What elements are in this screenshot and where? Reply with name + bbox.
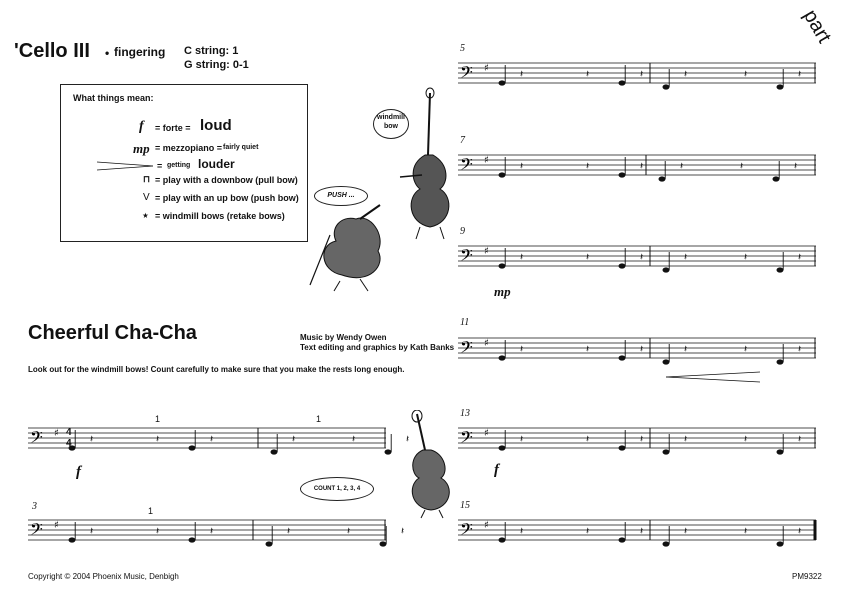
legend-text: = mezzopiano = (155, 143, 223, 153)
bass-clef-icon: 𝄢 (460, 154, 473, 178)
music-staff (458, 424, 820, 464)
fingering-number: 1 (155, 414, 161, 424)
legend-text: = (157, 161, 163, 171)
quarter-rest-icon: 𝄽 (210, 434, 214, 445)
quarter-rest-icon: 𝄽 (586, 252, 590, 263)
measure-number: 9 (460, 226, 465, 237)
c-string-fingering: C string: 1 (184, 45, 239, 57)
sharp-icon: ♯ (54, 520, 59, 531)
instructions-text: Look out for the windmill bows! Count carefully to make sure that you make the rests long enough. (28, 365, 405, 374)
quarter-rest-icon: 𝄽 (520, 161, 524, 172)
legend-emph: loud (200, 117, 232, 134)
measure-number: 15 (460, 500, 470, 511)
quarter-rest-icon: 𝄽 (640, 434, 644, 445)
quarter-rest-icon: 𝄽 (287, 526, 291, 537)
cello-character-icon (400, 88, 449, 239)
quarter-rest-icon: 𝄽 (744, 69, 748, 80)
quarter-note (499, 355, 506, 360)
quarter-rest-icon: 𝄽 (401, 526, 405, 537)
quarter-note (499, 172, 506, 177)
fingering-number: 1 (148, 506, 154, 516)
measure-number: 5 (460, 43, 465, 54)
sharp-icon: ♯ (484, 63, 489, 74)
quarter-rest-icon: 𝄽 (744, 434, 748, 445)
bass-clef-icon: 𝄢 (460, 245, 473, 269)
legend-small: getting (167, 162, 191, 169)
quarter-note (777, 449, 784, 454)
part-label: part (798, 6, 836, 47)
quarter-rest-icon: 𝄽 (520, 434, 524, 445)
counting-cello-illustration (395, 410, 465, 520)
legend-heading: What things mean: (73, 93, 154, 103)
music-staff (458, 334, 820, 374)
quarter-rest-icon: 𝄽 (292, 434, 296, 445)
forte-marking: f (76, 464, 81, 480)
legend-text: = play with a downbow (pull bow) (155, 175, 298, 185)
catalog-code: PM9322 (792, 572, 822, 581)
bass-clef-icon: 𝄢 (460, 427, 473, 451)
mezzopiano-marking: mp (494, 284, 511, 299)
quarter-rest-icon: 𝄽 (90, 526, 94, 537)
windmill-icon: ⋆ (142, 210, 149, 222)
bass-clef-icon: 𝄢 (460, 519, 473, 543)
quarter-rest-icon: 𝄽 (680, 161, 684, 172)
time-signature-bottom: 4 (66, 438, 72, 449)
sharp-icon: ♯ (484, 338, 489, 349)
g-string-fingering: G string: 0-1 (184, 59, 249, 71)
quarter-note (69, 537, 76, 542)
copyright-text: Copyright © 2004 Phoenix Music, Denbigh (28, 572, 179, 581)
quarter-rest-icon: 𝄽 (640, 526, 644, 537)
quarter-note (189, 537, 196, 542)
bass-clef-icon: 𝄢 (30, 519, 43, 543)
bass-clef-icon: 𝄢 (30, 427, 43, 451)
quarter-note (777, 359, 784, 364)
measure-number: 13 (460, 408, 470, 419)
windmill-speech-bubble: windmill bow (373, 109, 409, 139)
quarter-note (619, 537, 626, 542)
quarter-rest-icon: 𝄽 (744, 344, 748, 355)
time-signature-top: 4 (66, 427, 72, 438)
forte-symbol: f (139, 119, 144, 134)
sharp-icon: ♯ (484, 428, 489, 439)
music-staff (458, 151, 820, 191)
quarter-rest-icon: 𝄽 (210, 526, 214, 537)
quarter-rest-icon: 𝄽 (744, 526, 748, 537)
quarter-note (663, 359, 670, 364)
quarter-rest-icon: 𝄽 (90, 434, 94, 445)
editing-credit: Text editing and graphics by Kath Banks (300, 343, 455, 352)
quarter-rest-icon: 𝄽 (586, 69, 590, 80)
title-bullet: • (105, 46, 110, 60)
count-speech-bubble: COUNT 1, 2, 3, 4 (300, 477, 374, 501)
quarter-rest-icon: 𝄽 (406, 434, 410, 445)
legend-box (60, 84, 308, 242)
quarter-note (777, 267, 784, 272)
quarter-note (663, 267, 670, 272)
quarter-rest-icon: 𝄽 (684, 344, 688, 355)
quarter-note (777, 541, 784, 546)
legend-small: fairly quiet (223, 144, 259, 151)
music-credit: Music by Wendy Owen (300, 333, 387, 342)
quarter-rest-icon: 𝄽 (586, 526, 590, 537)
quarter-note (619, 355, 626, 360)
quarter-rest-icon: 𝄽 (684, 434, 688, 445)
measure-number: 3 (32, 501, 37, 512)
quarter-rest-icon: 𝄽 (794, 161, 798, 172)
sharp-icon: ♯ (484, 155, 489, 166)
quarter-rest-icon: 𝄽 (798, 434, 802, 445)
quarter-rest-icon: 𝄽 (640, 252, 644, 263)
quarter-note (663, 541, 670, 546)
quarter-rest-icon: 𝄽 (684, 69, 688, 80)
quarter-note (499, 263, 506, 268)
quarter-rest-icon: 𝄽 (798, 69, 802, 80)
upbow-icon: V (143, 192, 150, 203)
quarter-rest-icon: 𝄽 (744, 252, 748, 263)
music-staff (28, 424, 410, 464)
cello-character-icon (310, 205, 380, 291)
legend-text: = windmill bows (retake bows) (155, 211, 285, 221)
bass-clef-icon: 𝄢 (460, 337, 473, 361)
quarter-rest-icon: 𝄽 (352, 434, 356, 445)
quarter-note (189, 445, 196, 450)
crescendo-hairpin-icon (95, 159, 155, 173)
quarter-note (499, 537, 506, 542)
quarter-note (619, 263, 626, 268)
quarter-rest-icon: 𝄽 (347, 526, 351, 537)
sharp-icon: ♯ (484, 246, 489, 257)
quarter-rest-icon: 𝄽 (798, 252, 802, 263)
quarter-note (659, 176, 666, 181)
legend-text: = forte = (155, 123, 191, 133)
quarter-note (385, 449, 392, 454)
quarter-note (271, 449, 278, 454)
quarter-rest-icon: 𝄽 (156, 526, 160, 537)
fingering-number: 1 (316, 414, 322, 424)
quarter-rest-icon: 𝄽 (640, 161, 644, 172)
legend-emph: louder (198, 157, 235, 171)
song-title: Cheerful Cha-Cha (28, 322, 197, 344)
quarter-rest-icon: 𝄽 (520, 252, 524, 263)
downbow-icon: ⊓ (143, 174, 151, 184)
quarter-rest-icon: 𝄽 (798, 526, 802, 537)
measure-number: 11 (460, 317, 470, 328)
quarter-rest-icon: 𝄽 (640, 344, 644, 355)
push-speech-bubble: PUSH ... (314, 186, 368, 206)
quarter-rest-icon: 𝄽 (640, 69, 644, 80)
quarter-rest-icon: 𝄽 (586, 434, 590, 445)
quarter-note (619, 80, 626, 85)
mp-symbol: mp (133, 141, 150, 156)
quarter-note (499, 445, 506, 450)
quarter-note (499, 80, 506, 85)
quarter-note (619, 445, 626, 450)
sharp-icon: ♯ (484, 520, 489, 531)
quarter-rest-icon: 𝄽 (156, 434, 160, 445)
music-staff (458, 516, 820, 556)
forte-marking: f (494, 462, 499, 478)
quarter-note (663, 449, 670, 454)
quarter-note (663, 84, 670, 89)
sharp-icon: ♯ (54, 428, 59, 439)
quarter-rest-icon: 𝄽 (684, 526, 688, 537)
quarter-rest-icon: 𝄽 (740, 161, 744, 172)
music-staff (28, 516, 405, 556)
bass-clef-icon: 𝄢 (460, 62, 473, 86)
legend-text: = play with an up bow (push bow) (155, 193, 299, 203)
quarter-rest-icon: 𝄽 (520, 344, 524, 355)
quarter-rest-icon: 𝄽 (586, 344, 590, 355)
quarter-rest-icon: 𝄽 (520, 69, 524, 80)
music-staff (458, 242, 820, 282)
quarter-note (773, 176, 780, 181)
measure-number: 7 (460, 135, 465, 146)
quarter-note (777, 84, 784, 89)
piece-title: 'Cello III (14, 40, 90, 62)
quarter-note (266, 541, 273, 546)
quarter-note (380, 541, 387, 546)
quarter-rest-icon: 𝄽 (684, 252, 688, 263)
quarter-rest-icon: 𝄽 (520, 526, 524, 537)
music-staff (458, 59, 820, 99)
crescendo-hairpin-icon (664, 370, 764, 384)
quarter-note (619, 172, 626, 177)
quarter-rest-icon: 𝄽 (586, 161, 590, 172)
fingering-label: fingering (114, 45, 166, 59)
quarter-rest-icon: 𝄽 (798, 344, 802, 355)
